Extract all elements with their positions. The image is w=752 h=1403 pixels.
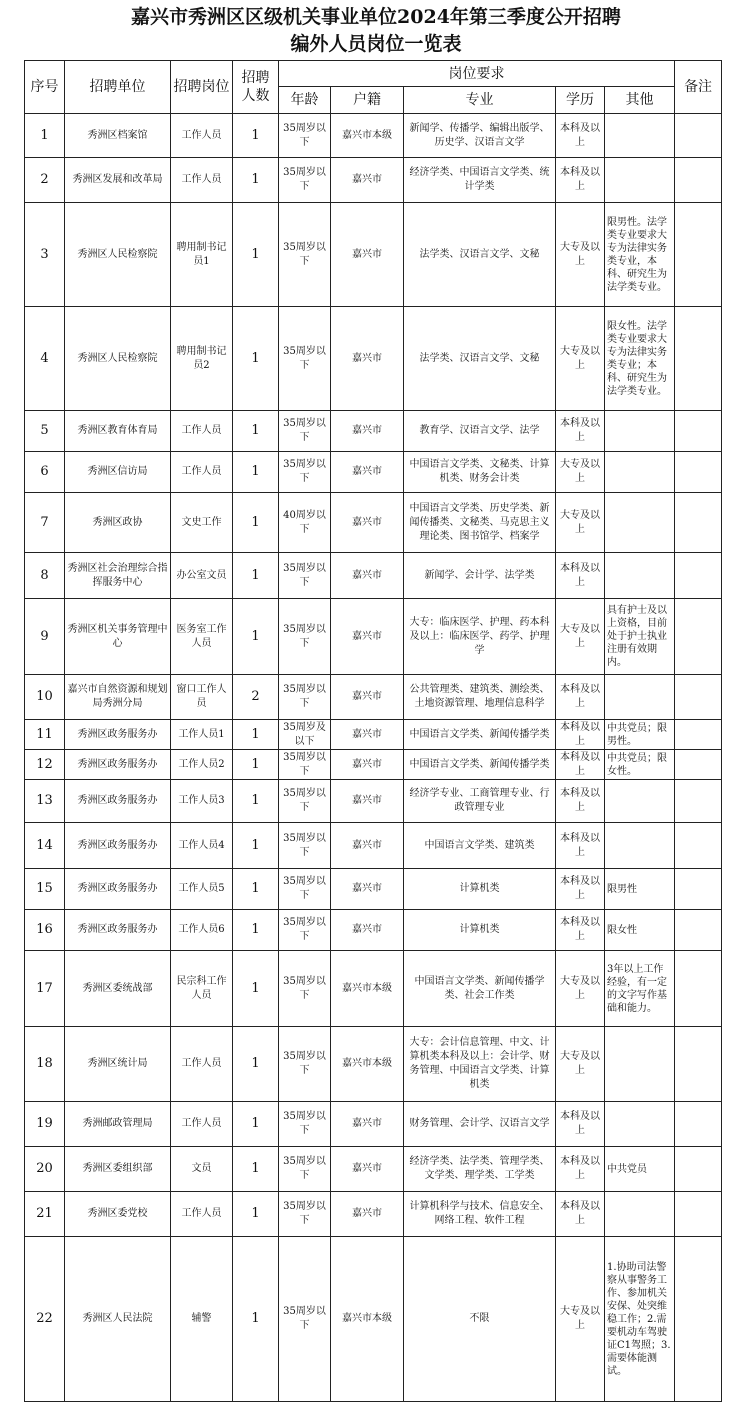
cell-major: 计算机科学与技术、信息安全、网络工程、软件工程 xyxy=(404,1192,556,1237)
cell-hukou: 嘉兴市 xyxy=(331,158,404,203)
cell-major: 计算机类 xyxy=(404,910,556,951)
cell-post: 工作人员 xyxy=(171,1192,233,1237)
header-major: 专业 xyxy=(404,87,556,114)
header-requirements: 岗位要求 xyxy=(279,61,675,87)
cell-unit: 秀洲区教育体育局 xyxy=(65,411,171,452)
cell-age: 35周岁以下 xyxy=(279,910,331,951)
cell-other: 中共党员；限女性。 xyxy=(605,750,675,780)
cell-major: 不限 xyxy=(404,1237,556,1402)
cell-remark xyxy=(675,1027,722,1102)
cell-edu: 本科及以上 xyxy=(556,114,605,158)
cell-hukou: 嘉兴市 xyxy=(331,869,404,910)
cell-count: 1 xyxy=(233,553,279,599)
cell-post: 文史工作 xyxy=(171,493,233,553)
cell-other: 中共党员 xyxy=(605,1147,675,1192)
cell-seq: 9 xyxy=(25,599,65,675)
cell-post: 聘用制书记员1 xyxy=(171,203,233,307)
cell-hukou: 嘉兴市 xyxy=(331,203,404,307)
cell-remark xyxy=(675,869,722,910)
cell-age: 35周岁以下 xyxy=(279,1102,331,1147)
cell-edu: 大专及以上 xyxy=(556,452,605,493)
cell-count: 1 xyxy=(233,823,279,869)
cell-post: 工作人员 xyxy=(171,114,233,158)
cell-unit: 秀洲区档案馆 xyxy=(65,114,171,158)
header-edu: 学历 xyxy=(556,87,605,114)
cell-age: 35周岁以下 xyxy=(279,158,331,203)
cell-seq: 10 xyxy=(25,675,65,720)
table-row xyxy=(25,720,722,750)
cell-seq: 1 xyxy=(25,114,65,158)
cell-remark xyxy=(675,1237,722,1402)
cell-edu: 本科及以上 xyxy=(556,158,605,203)
cell-edu: 大专及以上 xyxy=(556,1237,605,1402)
cell-other xyxy=(605,780,675,823)
cell-other xyxy=(605,1192,675,1237)
cell-age: 35周岁以下 xyxy=(279,780,331,823)
cell-hukou: 嘉兴市 xyxy=(331,599,404,675)
cell-seq: 7 xyxy=(25,493,65,553)
cell-hukou: 嘉兴市 xyxy=(331,452,404,493)
cell-count: 1 xyxy=(233,599,279,675)
cell-post: 工作人员2 xyxy=(171,750,233,780)
cell-remark xyxy=(675,823,722,869)
table-row xyxy=(25,114,722,158)
table-row xyxy=(25,823,722,869)
cell-hukou: 嘉兴市 xyxy=(331,493,404,553)
cell-remark xyxy=(675,951,722,1027)
cell-count: 1 xyxy=(233,720,279,750)
cell-edu: 大专及以上 xyxy=(556,203,605,307)
cell-edu: 大专及以上 xyxy=(556,951,605,1027)
header-post: 招聘岗位 xyxy=(171,61,233,114)
positions-table xyxy=(24,60,722,1402)
cell-age: 35周岁以下 xyxy=(279,869,331,910)
table-row xyxy=(25,411,722,452)
cell-seq: 22 xyxy=(25,1237,65,1402)
cell-age: 35周岁以下 xyxy=(279,1237,331,1402)
cell-other xyxy=(605,823,675,869)
cell-remark xyxy=(675,493,722,553)
cell-age: 35周岁以下 xyxy=(279,307,331,411)
cell-post: 工作人员6 xyxy=(171,910,233,951)
cell-other: 中共党员；限男性。 xyxy=(605,720,675,750)
cell-other xyxy=(605,675,675,720)
cell-hukou: 嘉兴市 xyxy=(331,823,404,869)
cell-hukou: 嘉兴市本级 xyxy=(331,114,404,158)
cell-major: 中国语言文学类、文秘类、计算机类、财务会计类 xyxy=(404,452,556,493)
cell-seq: 16 xyxy=(25,910,65,951)
cell-edu: 本科及以上 xyxy=(556,1192,605,1237)
cell-post: 工作人员 xyxy=(171,411,233,452)
cell-edu: 本科及以上 xyxy=(556,910,605,951)
cell-hukou: 嘉兴市本级 xyxy=(331,1027,404,1102)
cell-hukou: 嘉兴市 xyxy=(331,307,404,411)
cell-remark xyxy=(675,675,722,720)
cell-edu: 大专及以上 xyxy=(556,1027,605,1102)
cell-unit: 秀洲区政务服务办 xyxy=(65,780,171,823)
cell-post: 工作人员 xyxy=(171,452,233,493)
cell-edu: 本科及以上 xyxy=(556,675,605,720)
cell-post: 聘用制书记员2 xyxy=(171,307,233,411)
cell-seq: 6 xyxy=(25,452,65,493)
cell-edu: 本科及以上 xyxy=(556,1147,605,1192)
cell-count: 1 xyxy=(233,1192,279,1237)
table-row xyxy=(25,750,722,780)
cell-remark xyxy=(675,599,722,675)
cell-major: 新闻学、会计学、法学类 xyxy=(404,553,556,599)
cell-major: 财务管理、会计学、汉语言文学 xyxy=(404,1102,556,1147)
cell-unit: 秀洲区统计局 xyxy=(65,1027,171,1102)
cell-post: 工作人员1 xyxy=(171,720,233,750)
table-row xyxy=(25,1027,722,1102)
cell-hukou: 嘉兴市本级 xyxy=(331,951,404,1027)
cell-hukou: 嘉兴市 xyxy=(331,720,404,750)
title-line-1: 嘉兴市秀洲区区级机关事业单位2024年第三季度公开招聘 xyxy=(131,6,621,28)
cell-seq: 17 xyxy=(25,951,65,1027)
cell-post: 工作人员3 xyxy=(171,780,233,823)
cell-post: 医务室工作人员 xyxy=(171,599,233,675)
table-row xyxy=(25,951,722,1027)
cell-major: 教育学、汉语言文学、法学 xyxy=(404,411,556,452)
cell-other: 限男性。法学类专业要求大专为法律实务类专业，本科、研究生为法学类专业。 xyxy=(605,203,675,307)
cell-age: 35周岁以下 xyxy=(279,1147,331,1192)
title-line-2: 编外人员岗位一览表 xyxy=(290,33,462,55)
cell-hukou: 嘉兴市 xyxy=(331,675,404,720)
cell-other: 具有护士及以上资格，目前处于护士执业注册有效期内。 xyxy=(605,599,675,675)
cell-count: 1 xyxy=(233,869,279,910)
cell-hukou: 嘉兴市 xyxy=(331,910,404,951)
cell-age: 35周岁以下 xyxy=(279,553,331,599)
cell-age: 35周岁以下 xyxy=(279,114,331,158)
table-row xyxy=(25,452,722,493)
cell-seq: 12 xyxy=(25,750,65,780)
cell-unit: 秀洲区政协 xyxy=(65,493,171,553)
cell-remark xyxy=(675,411,722,452)
cell-seq: 11 xyxy=(25,720,65,750)
cell-major: 经济学类、中国语言文学类、统计学类 xyxy=(404,158,556,203)
cell-age: 35周岁以下 xyxy=(279,951,331,1027)
table-row xyxy=(25,599,722,675)
table-row xyxy=(25,158,722,203)
cell-post: 工作人员 xyxy=(171,158,233,203)
cell-other: 限男性 xyxy=(605,869,675,910)
cell-edu: 本科及以上 xyxy=(556,720,605,750)
cell-unit: 秀洲区社会治理综合指挥服务中心 xyxy=(65,553,171,599)
cell-edu: 本科及以上 xyxy=(556,553,605,599)
cell-count: 1 xyxy=(233,452,279,493)
table-row xyxy=(25,1192,722,1237)
cell-edu: 本科及以上 xyxy=(556,1102,605,1147)
cell-seq: 4 xyxy=(25,307,65,411)
cell-age: 35周岁以下 xyxy=(279,599,331,675)
cell-major: 经济学类、法学类、管理学类、文学类、理学类、工学类 xyxy=(404,1147,556,1192)
cell-unit: 秀洲区机关事务管理中心 xyxy=(65,599,171,675)
cell-count: 1 xyxy=(233,750,279,780)
cell-remark xyxy=(675,1192,722,1237)
cell-unit: 秀洲区委组织部 xyxy=(65,1147,171,1192)
cell-count: 2 xyxy=(233,675,279,720)
table-row xyxy=(25,1147,722,1192)
cell-edu: 大专及以上 xyxy=(556,599,605,675)
cell-remark xyxy=(675,307,722,411)
cell-other: 限女性。法学类专业要求大专为法律实务类专业；本科、研究生为法学类专业。 xyxy=(605,307,675,411)
cell-count: 1 xyxy=(233,307,279,411)
cell-seq: 14 xyxy=(25,823,65,869)
cell-post: 工作人员5 xyxy=(171,869,233,910)
cell-hukou: 嘉兴市 xyxy=(331,1102,404,1147)
cell-age: 40周岁以下 xyxy=(279,493,331,553)
cell-remark xyxy=(675,1147,722,1192)
table-body xyxy=(25,114,722,1402)
cell-edu: 本科及以上 xyxy=(556,411,605,452)
cell-seq: 19 xyxy=(25,1102,65,1147)
cell-age: 35周岁以下 xyxy=(279,1192,331,1237)
cell-unit: 秀洲区委党校 xyxy=(65,1192,171,1237)
cell-edu: 本科及以上 xyxy=(556,780,605,823)
cell-count: 1 xyxy=(233,1147,279,1192)
cell-hukou: 嘉兴市本级 xyxy=(331,1237,404,1402)
header-remark: 备注 xyxy=(675,61,722,114)
cell-edu: 大专及以上 xyxy=(556,307,605,411)
cell-post: 文员 xyxy=(171,1147,233,1192)
cell-age: 35周岁以下 xyxy=(279,823,331,869)
cell-post: 办公室文员 xyxy=(171,553,233,599)
cell-post: 工作人员 xyxy=(171,1102,233,1147)
table-row xyxy=(25,780,722,823)
cell-edu: 本科及以上 xyxy=(556,750,605,780)
cell-major: 中国语言文学类、新闻传播学类 xyxy=(404,720,556,750)
table-row xyxy=(25,493,722,553)
cell-other xyxy=(605,452,675,493)
cell-major: 中国语言文学类、历史学类、新闻传播类、文秘类、马克思主义理论类、图书馆学、档案学 xyxy=(404,493,556,553)
cell-major: 中国语言文学类、新闻传播学类、社会工作类 xyxy=(404,951,556,1027)
table-row xyxy=(25,1237,722,1402)
cell-major: 新闻学、传播学、编辑出版学、历史学、汉语言文学 xyxy=(404,114,556,158)
cell-other: 3年以上工作经验，有一定的文字写作基础和能力。 xyxy=(605,951,675,1027)
cell-major: 公共管理类、建筑类、测绘类、土地资源管理、地理信息科学 xyxy=(404,675,556,720)
cell-count: 1 xyxy=(233,493,279,553)
cell-remark xyxy=(675,910,722,951)
cell-seq: 5 xyxy=(25,411,65,452)
cell-age: 35周岁以下 xyxy=(279,452,331,493)
cell-count: 1 xyxy=(233,411,279,452)
table-row xyxy=(25,1102,722,1147)
cell-other xyxy=(605,411,675,452)
table-row xyxy=(25,675,722,720)
cell-other xyxy=(605,1027,675,1102)
cell-count: 1 xyxy=(233,910,279,951)
cell-remark xyxy=(675,1102,722,1147)
cell-edu: 本科及以上 xyxy=(556,823,605,869)
cell-hukou: 嘉兴市 xyxy=(331,1192,404,1237)
cell-hukou: 嘉兴市 xyxy=(331,411,404,452)
cell-remark xyxy=(675,158,722,203)
header-age: 年龄 xyxy=(279,87,331,114)
cell-age: 35周岁以下 xyxy=(279,750,331,780)
cell-count: 1 xyxy=(233,1237,279,1402)
table-row xyxy=(25,307,722,411)
cell-unit: 秀洲区人民法院 xyxy=(65,1237,171,1402)
cell-count: 1 xyxy=(233,1027,279,1102)
cell-age: 35周岁以下 xyxy=(279,411,331,452)
cell-post: 窗口工作人员 xyxy=(171,675,233,720)
header-count: 招聘人数 xyxy=(233,61,279,114)
cell-unit: 秀洲区信访局 xyxy=(65,452,171,493)
cell-seq: 13 xyxy=(25,780,65,823)
cell-unit: 嘉兴市自然资源和规划局秀洲分局 xyxy=(65,675,171,720)
cell-age: 35周岁以下 xyxy=(279,675,331,720)
cell-other xyxy=(605,158,675,203)
cell-seq: 3 xyxy=(25,203,65,307)
cell-unit: 秀洲区政务服务办 xyxy=(65,910,171,951)
cell-edu: 大专及以上 xyxy=(556,493,605,553)
cell-seq: 20 xyxy=(25,1147,65,1192)
cell-other xyxy=(605,1102,675,1147)
cell-other xyxy=(605,114,675,158)
cell-remark xyxy=(675,553,722,599)
table-row xyxy=(25,910,722,951)
cell-hukou: 嘉兴市 xyxy=(331,1147,404,1192)
cell-remark xyxy=(675,114,722,158)
cell-unit: 秀洲邮政管理局 xyxy=(65,1102,171,1147)
cell-count: 1 xyxy=(233,158,279,203)
cell-count: 1 xyxy=(233,203,279,307)
cell-other xyxy=(605,553,675,599)
table-row xyxy=(25,869,722,910)
cell-post: 民宗科工作人员 xyxy=(171,951,233,1027)
table-row xyxy=(25,203,722,307)
cell-unit: 秀洲区政务服务办 xyxy=(65,869,171,910)
cell-remark xyxy=(675,750,722,780)
header-hukou: 户籍 xyxy=(331,87,404,114)
cell-unit: 秀洲区发展和改革局 xyxy=(65,158,171,203)
cell-major: 大专：会计信息管理、中文、计算机类本科及以上：会计学、财务管理、中国语言文学类、计算机类 xyxy=(404,1027,556,1102)
cell-age: 35周岁以下 xyxy=(279,1027,331,1102)
cell-seq: 8 xyxy=(25,553,65,599)
cell-seq: 15 xyxy=(25,869,65,910)
cell-unit: 秀洲区委统战部 xyxy=(65,951,171,1027)
cell-hukou: 嘉兴市 xyxy=(331,750,404,780)
cell-post: 工作人员4 xyxy=(171,823,233,869)
cell-seq: 2 xyxy=(25,158,65,203)
cell-post: 工作人员 xyxy=(171,1027,233,1102)
cell-major: 法学类、汉语言文学、文秘 xyxy=(404,203,556,307)
cell-major: 中国语言文学类、建筑类 xyxy=(404,823,556,869)
cell-remark xyxy=(675,203,722,307)
cell-count: 1 xyxy=(233,114,279,158)
cell-count: 1 xyxy=(233,951,279,1027)
cell-seq: 18 xyxy=(25,1027,65,1102)
cell-unit: 秀洲区政务服务办 xyxy=(65,720,171,750)
cell-hukou: 嘉兴市 xyxy=(331,553,404,599)
table-row xyxy=(25,553,722,599)
cell-major: 计算机类 xyxy=(404,869,556,910)
cell-unit: 秀洲区政务服务办 xyxy=(65,823,171,869)
cell-seq: 21 xyxy=(25,1192,65,1237)
cell-post: 辅警 xyxy=(171,1237,233,1402)
cell-hukou: 嘉兴市 xyxy=(331,780,404,823)
cell-other: 1.协助司法警察从事警务工作、参加机关安保、处突维稳工作；2.需要机动车驾驶证C1驾照；3.需要体能测试。 xyxy=(605,1237,675,1402)
cell-unit: 秀洲区政务服务办 xyxy=(65,750,171,780)
header-seq: 序号 xyxy=(25,61,65,114)
cell-other: 限女性 xyxy=(605,910,675,951)
cell-edu: 本科及以上 xyxy=(556,869,605,910)
cell-remark xyxy=(675,780,722,823)
cell-major: 大专：临床医学、护理、药本科及以上：临床医学、药学、护理学 xyxy=(404,599,556,675)
cell-unit: 秀洲区人民检察院 xyxy=(65,203,171,307)
cell-age: 35周岁以下 xyxy=(279,203,331,307)
cell-unit: 秀洲区人民检察院 xyxy=(65,307,171,411)
cell-remark xyxy=(675,720,722,750)
cell-remark xyxy=(675,452,722,493)
header-unit: 招聘单位 xyxy=(65,61,171,114)
cell-major: 中国语言文学类、新闻传播学类 xyxy=(404,750,556,780)
cell-major: 法学类、汉语言文学、文秘 xyxy=(404,307,556,411)
cell-other xyxy=(605,493,675,553)
cell-age: 35周岁及以下 xyxy=(279,720,331,750)
page-title xyxy=(0,0,752,56)
cell-count: 1 xyxy=(233,780,279,823)
cell-major: 经济学专业、工商管理专业、行政管理专业 xyxy=(404,780,556,823)
header-other: 其他 xyxy=(605,87,675,114)
cell-count: 1 xyxy=(233,1102,279,1147)
